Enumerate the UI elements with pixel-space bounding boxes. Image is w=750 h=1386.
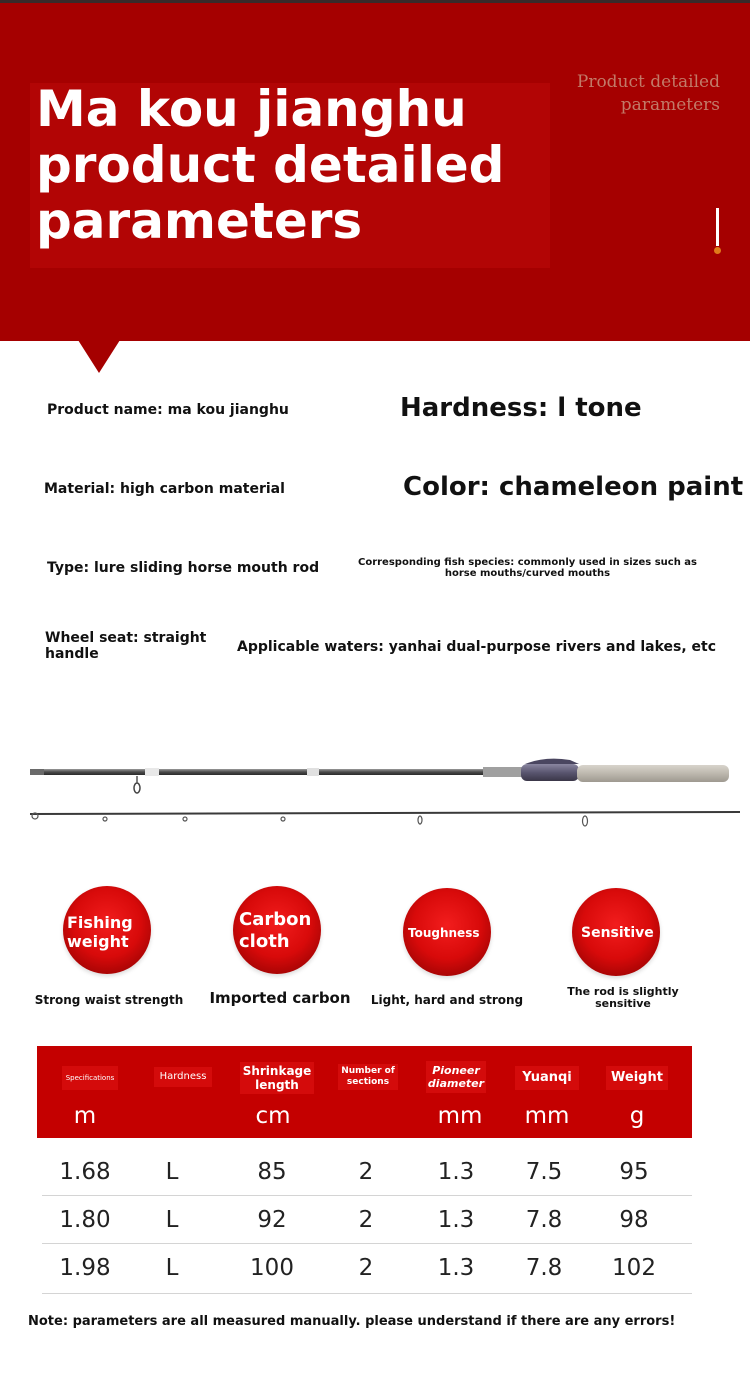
feature-toughness-caption: Light, hard and strong (370, 993, 524, 1007)
cell-specification: 1.68 (59, 1159, 111, 1185)
cell-yuanqi: 7.5 (525, 1159, 563, 1185)
feature-toughness-label: Toughness (408, 926, 480, 940)
hero-subtitle (520, 71, 720, 117)
spec-table-header (37, 1046, 692, 1138)
header-specifications: Specifications (62, 1066, 118, 1090)
cell-yuanqi: 7.8 (525, 1207, 563, 1233)
feature-sensitive-label: Sensitive (581, 925, 654, 941)
cell-pioneer-diameter: 1.3 (437, 1159, 475, 1185)
cell-sections: 2 (358, 1159, 374, 1185)
feature-carbon-cloth-line-2: cloth (239, 931, 290, 952)
cell-sections: 2 (358, 1207, 374, 1233)
cell-specification: 1.98 (59, 1255, 111, 1281)
rod-guide-1 (134, 783, 140, 793)
cell-yuanqi: 7.8 (525, 1255, 563, 1281)
rod-guide-4 (281, 817, 285, 821)
unit-pioneer-diameter: mm (437, 1103, 483, 1129)
reel-seat-hood (525, 759, 579, 764)
row-divider (42, 1293, 692, 1294)
feature-fishing-weight-caption: Strong waist strength (34, 993, 184, 1007)
header-pioneer-diameter (426, 1061, 486, 1093)
exclamation-mark-dot (714, 247, 721, 254)
rod-guide-6 (583, 816, 588, 826)
cell-shrinkage-length: 85 (257, 1159, 287, 1185)
rod-ferrule-1 (145, 768, 159, 776)
header-shrinkage-line-1: Shrinkage (242, 1064, 312, 1078)
rod-tip-blank (30, 812, 740, 814)
rod-guide-3 (183, 817, 187, 821)
feature-sensitive-caption-line-1: The rod is slightly (567, 985, 679, 998)
feature-carbon-cloth-caption: Imported carbon (209, 989, 351, 1007)
spec-wheel-seat-line-1: Wheel seat: straight (45, 630, 207, 646)
cell-sections: 2 (358, 1255, 374, 1281)
cell-shrinkage-length: 92 (257, 1207, 287, 1233)
spec-wheel-seat-line-2: handle (45, 646, 99, 662)
rod-guide-5 (418, 816, 422, 824)
hero-subtitle-line-1: Product detailed (576, 72, 720, 92)
rod-guide-2 (103, 817, 107, 821)
cell-hardness: L (165, 1159, 179, 1185)
feature-sensitive-caption-line-2: sensitive (595, 997, 651, 1010)
reel-seat (521, 764, 579, 781)
hero-banner (0, 3, 750, 341)
disclaimer-note: Note: parameters are all measured manually. please understand if there are any errors! (28, 1314, 676, 1329)
hero-title-line-3: parameters (36, 192, 363, 250)
header-sections-line-2: sections (346, 1077, 390, 1087)
cell-pioneer-diameter: 1.3 (437, 1207, 475, 1233)
rod-ferrule-2 (307, 768, 319, 776)
cell-weight: 98 (619, 1207, 649, 1233)
reel-seat-nut (483, 767, 523, 777)
table-row (42, 1148, 692, 1196)
unit-weight: g (629, 1103, 645, 1129)
header-weight: Weight (606, 1066, 668, 1090)
unit-shrinkage-length: cm (255, 1103, 291, 1129)
table-row (42, 1196, 692, 1244)
header-shrinkage-length (240, 1062, 314, 1094)
cell-weight: 95 (619, 1159, 649, 1185)
feature-carbon-cloth-label (239, 909, 311, 953)
rod-illustration (25, 750, 745, 830)
header-hardness: Hardness (154, 1067, 212, 1087)
cell-specification: 1.80 (59, 1207, 111, 1233)
header-yuanqi: Yuanqi (515, 1066, 579, 1090)
header-number-of-sections (338, 1064, 398, 1090)
fishing-rod-image (25, 750, 745, 830)
spec-material: Material: high carbon material (44, 481, 285, 497)
rod-butt-blank (30, 769, 500, 775)
spec-product-name: Product name: ma kou jianghu (47, 402, 289, 418)
header-shrinkage-line-2: length (255, 1078, 299, 1092)
cell-hardness: L (165, 1207, 179, 1233)
unit-specifications: m (73, 1103, 97, 1129)
feature-fishing-weight-line-1: Fishing (67, 913, 133, 932)
header-pioneer-line-2: diameter (427, 1077, 485, 1090)
header-pioneer-line-1: Pioneer (432, 1064, 480, 1077)
rod-grip (577, 765, 729, 782)
cell-weight: 102 (612, 1255, 656, 1281)
hero-title-line-2: product detailed (36, 136, 505, 194)
cell-hardness: L (165, 1255, 179, 1281)
hero-title-line-1: Ma kou jianghu (36, 80, 467, 138)
feature-fishing-weight-label (67, 913, 133, 951)
feature-sensitive-caption (553, 986, 693, 1010)
spec-wheel-seat (45, 630, 206, 662)
spec-fish-species: Corresponding fish species: commonly used in sizes such as horse mouths/curved mouths (357, 557, 698, 579)
rod-end-cap (30, 769, 44, 775)
exclamation-mark-bar (716, 208, 719, 246)
hero-title (36, 81, 556, 249)
table-row (42, 1244, 692, 1292)
feature-carbon-cloth-line-1: Carbon (239, 909, 312, 930)
pointer-triangle (78, 340, 120, 373)
unit-yuanqi: mm (524, 1103, 570, 1129)
cell-pioneer-diameter: 1.3 (437, 1255, 475, 1281)
cell-shrinkage-length: 100 (250, 1255, 294, 1281)
spec-hardness: Hardness: l tone (400, 393, 642, 423)
hero-subtitle-line-2: parameters (620, 95, 720, 115)
spec-waters: Applicable waters: yanhai dual-purpose rivers and lakes, etc (237, 639, 717, 655)
spec-color: Color: chameleon paint (403, 472, 744, 502)
feature-fishing-weight-line-2: weight (67, 932, 129, 951)
header-sections-line-1: Number of (341, 1066, 395, 1076)
spec-type: Type: lure sliding horse mouth rod (47, 560, 320, 576)
